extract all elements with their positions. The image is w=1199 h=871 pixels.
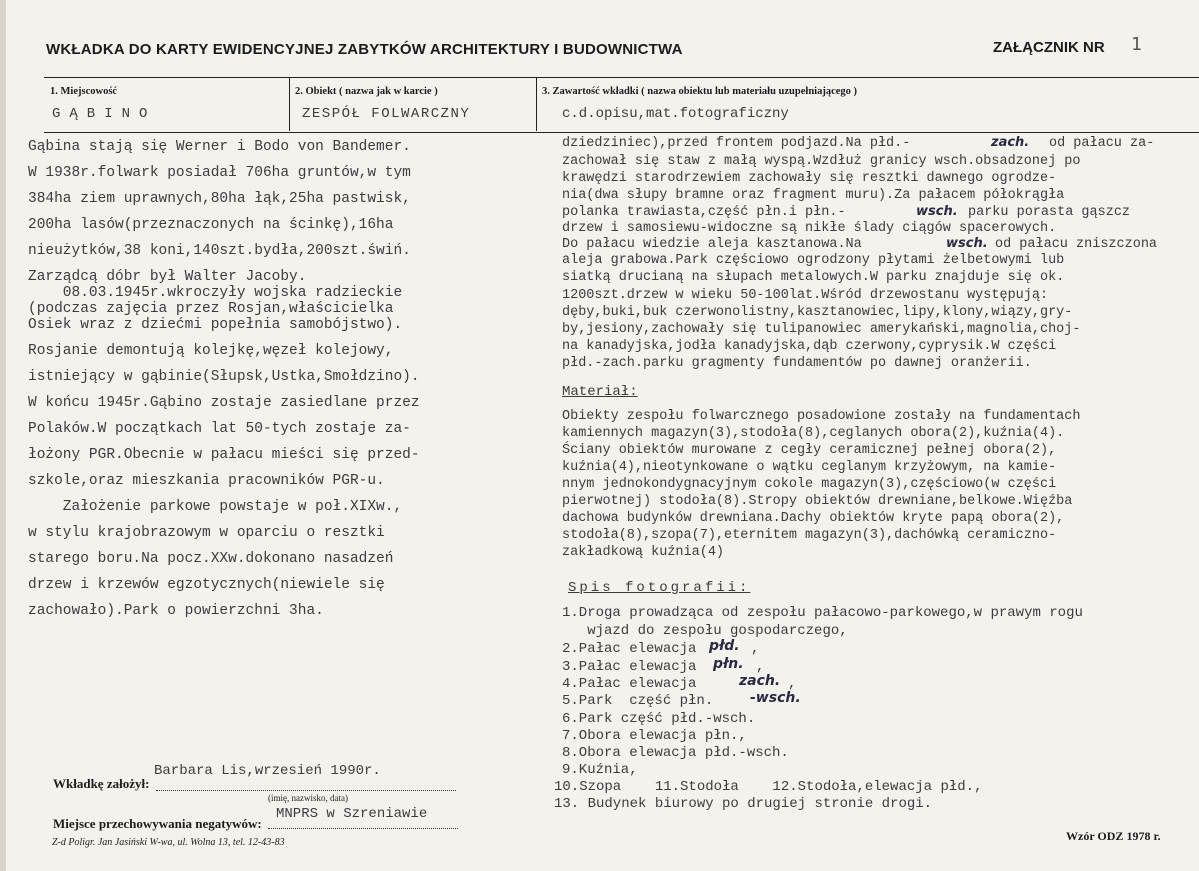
body-line: 08.03.1945r.wkroczyły wojska radzieckie bbox=[28, 285, 403, 301]
form-model: Wzór ODZ 1978 r. bbox=[1066, 829, 1161, 843]
photo-item: 4.Pałac elewacja bbox=[562, 676, 697, 692]
locality-label: 1. Miejscowość bbox=[50, 86, 118, 97]
material-line: kuźnia(4),nieotynkowane o wątku ceglanym krzyżowym, na kamie- bbox=[562, 460, 1057, 475]
body-line: w stylu krajobrazowym w oparciu o resztki bbox=[28, 525, 385, 541]
photo-item: 2.Pałac elewacja bbox=[562, 641, 697, 657]
material-line: pierwotnej) stodoła(8).Stropy obiektów drewniane,belkowe.Więźba bbox=[562, 494, 1073, 509]
handwritten-note: wsch. bbox=[946, 236, 988, 251]
handwritten-note: -wsch. bbox=[750, 690, 801, 706]
form-title: WKŁADKA DO KARTY EWIDENCYJNEJ ZABYTKÓW ARCHITEKTURY I BUDOWNICTWA bbox=[46, 41, 683, 58]
photo-item: 7.Obora elewacja płn., bbox=[562, 728, 747, 744]
body-line: Zarządcą dóbr był Walter Jacoby. bbox=[28, 269, 307, 285]
grid-divider bbox=[536, 77, 537, 131]
photo-item: 9.Kuźnia, bbox=[562, 762, 638, 778]
material-line: dachowa budynków drewniana.Dachy obiektów kryte papą obora(2), bbox=[562, 511, 1065, 526]
photo-item: wjazd do zespołu gospodarczego, bbox=[562, 623, 848, 639]
body-line: by,jesiony,zachowały się tulipanowiec amerykański,magnolia,choj- bbox=[562, 322, 1081, 337]
photo-item: 13. Budynek biurowy po drugiej stronie drogi. bbox=[554, 796, 933, 812]
created-by-line bbox=[156, 790, 456, 791]
locality-value: GĄBINO bbox=[52, 106, 157, 122]
body-line: Polaków.W początkach lat 50-tych zostaje za- bbox=[28, 421, 411, 437]
object-value: ZESPÓŁ FOLWARCZNY bbox=[302, 106, 471, 122]
photos-heading: Spis fotografii: bbox=[568, 580, 751, 596]
photo-item: 5.Park część płn. bbox=[562, 693, 714, 709]
photo-item: 6.Park część płd.-wsch. bbox=[562, 711, 756, 727]
body-line: parku porasta gąszcz bbox=[968, 205, 1131, 220]
handwritten-note: wsch. bbox=[916, 204, 958, 219]
material-line: kamiennych magazyn(3),stodoła(8),ceglanych obora(2),kuźnia(4). bbox=[562, 426, 1065, 441]
annex-label: ZAŁĄCZNIK NR bbox=[993, 39, 1105, 56]
created-by-value: Barbara Lis,wrzesień 1990r. bbox=[154, 763, 381, 779]
printer-imprint: Z-d Poligr. Jan Jasiński W-wa, ul. Wolna 13, tel. 12-43-83 bbox=[52, 837, 285, 848]
body-line: zachował się staw z małą wyspą.Wzdłuż granicy wsch.obsadzonej po bbox=[562, 154, 1081, 169]
body-line: od pałacu za- bbox=[1049, 136, 1155, 151]
photo-item: 10.Szopa 11.Stodoła 12.Stodoła,elewacja płd., bbox=[554, 779, 983, 795]
material-line: Obiekty zespołu folwarcznego posadowione zostały na fundamentach bbox=[562, 409, 1081, 424]
body-line: zachowało).Park o powierzchni 3ha. bbox=[28, 603, 324, 619]
body-line: łożony PGR.Obecnie w pałacu mieści się przed- bbox=[28, 447, 420, 463]
photo-item: 3.Pałac elewacja bbox=[562, 659, 697, 675]
body-line: (podczas zajęcia przez Rosjan,właścicielka bbox=[28, 301, 394, 317]
body-line: starego boru.Na pocz.XXw.dokonano nasadzeń bbox=[28, 551, 394, 567]
photo-item: , bbox=[756, 659, 765, 675]
body-line: drzew i samosiewu-widoczne są nikłe ślady ciągów spacerowych. bbox=[562, 221, 1057, 236]
body-line: na kanadyjska,jodła kanadyjska,dąb czerwony,cyprysik.W części bbox=[562, 339, 1057, 354]
body-line: Do pałacu wiedzie aleja kasztanowa.Na bbox=[562, 237, 862, 252]
body-line: 200ha lasów(przeznaczonych na ścinkę),16ha bbox=[28, 217, 394, 233]
body-line: szkole,oraz mieszkania pracowników PGR-u. bbox=[28, 473, 385, 489]
body-line: Gąbina stają się Werner i Bodo von Bandemer. bbox=[28, 139, 411, 155]
handwritten-note: płn. bbox=[713, 656, 744, 672]
body-line: istniejący w gąbinie(Słupsk,Ustka,Smołdzino). bbox=[28, 369, 420, 385]
annex-number: 1 bbox=[1131, 34, 1142, 55]
body-line: nia(dwa słupy bramne oraz fragment muru).Za pałacem półokrągła bbox=[562, 188, 1065, 203]
body-line: Założenie parkowe powstaje w poł.XIXw., bbox=[28, 499, 403, 515]
material-line: zakładkową kuźnia(4) bbox=[562, 545, 725, 560]
body-line: nieużytków,38 koni,140szt.bydła,200szt.świń. bbox=[28, 243, 411, 259]
body-line: W końcu 1945r.Gąbino zostaje zasiedlane przez bbox=[28, 395, 420, 411]
handwritten-note: zach. bbox=[739, 673, 781, 689]
body-line: dęby,buki,buk czerwonolistny,kasztanowiec,lipy,klony,wiązy,gry- bbox=[562, 305, 1073, 320]
negatives-storage-line bbox=[268, 828, 458, 829]
material-heading: Materiał: bbox=[562, 384, 638, 400]
handwritten-note: zach. bbox=[991, 135, 1030, 150]
body-line: krawędzi starodrzewiem zachowały się resztki dawnego ogrodze- bbox=[562, 171, 1057, 186]
body-line: od pałacu zniszczona bbox=[995, 237, 1158, 252]
photo-item: 1.Droga prowadząca od zespołu pałacowo-parkowego,w prawym rogu bbox=[562, 605, 1083, 621]
body-line: płd.-zach.parku gragmenty fundamentów po dawnej oranżerii. bbox=[562, 356, 1032, 371]
body-line: aleja grabowa.Park częściowo ogrodzony płytami żelbetowymi lub bbox=[562, 253, 1065, 268]
photo-item: , bbox=[751, 641, 760, 657]
body-line: drzew i krzewów egzotycznych(niewiele się bbox=[28, 577, 385, 593]
body-line: siatką drucianą na słupach metalowych.W parku znajduje się ok. bbox=[562, 270, 1065, 285]
object-label: 2. Obiekt ( nazwa jak w karcie ) bbox=[295, 86, 438, 97]
contents-label: 3. Zawartość wkładki ( nazwa obiektu lub materiału uzupełniającego ) bbox=[542, 86, 858, 97]
material-line: Ściany obiektów murowane z cegły ceramicznej pełnej obora(2), bbox=[562, 443, 1057, 458]
grid-divider bbox=[289, 77, 290, 131]
material-line: stodoła(8),szopa(7),eternitem magazyn(3),dachówką ceramiczno- bbox=[562, 528, 1057, 543]
body-line: W 1938r.folwark posiadał 706ha gruntów,w tym bbox=[28, 165, 411, 181]
body-line: 384ha ziem uprawnych,80ha łąk,25ha pastwisk, bbox=[28, 191, 411, 207]
body-line: polanka trawiasta,część płn.i płn.- bbox=[562, 205, 846, 220]
contents-value: c.d.opisu,mat.fotograficzny bbox=[562, 106, 789, 122]
negatives-storage-value: MNPRS w Szreniawie bbox=[276, 806, 428, 822]
created-by-label: Wkładkę założył: bbox=[53, 776, 150, 791]
body-line: Rosjanie demontują kolejkę,węzeł kolejowy, bbox=[28, 343, 394, 359]
photo-item: , bbox=[788, 676, 797, 692]
body-line: dziedziniec),przed frontem podjazd.Na płd.- bbox=[562, 136, 911, 151]
negatives-storage-label: Miejsce przechowywania negatywów: bbox=[53, 816, 262, 831]
body-line: Osiek wraz z dziećmi popełnia samobójstwo). bbox=[28, 317, 403, 333]
body-line: 1200szt.drzew w wieku 50-100lat.Wśród drzewostanu występują: bbox=[562, 288, 1049, 303]
photo-item: 8.Obora elewacja płd.-wsch. bbox=[562, 745, 789, 761]
material-line: nnym jednokondygnacyjnym cokole magazyn(3),częściowo(w części bbox=[562, 477, 1057, 492]
created-by-hint: (imię, nazwisko, data) bbox=[268, 793, 348, 803]
handwritten-note: płd. bbox=[709, 638, 740, 654]
